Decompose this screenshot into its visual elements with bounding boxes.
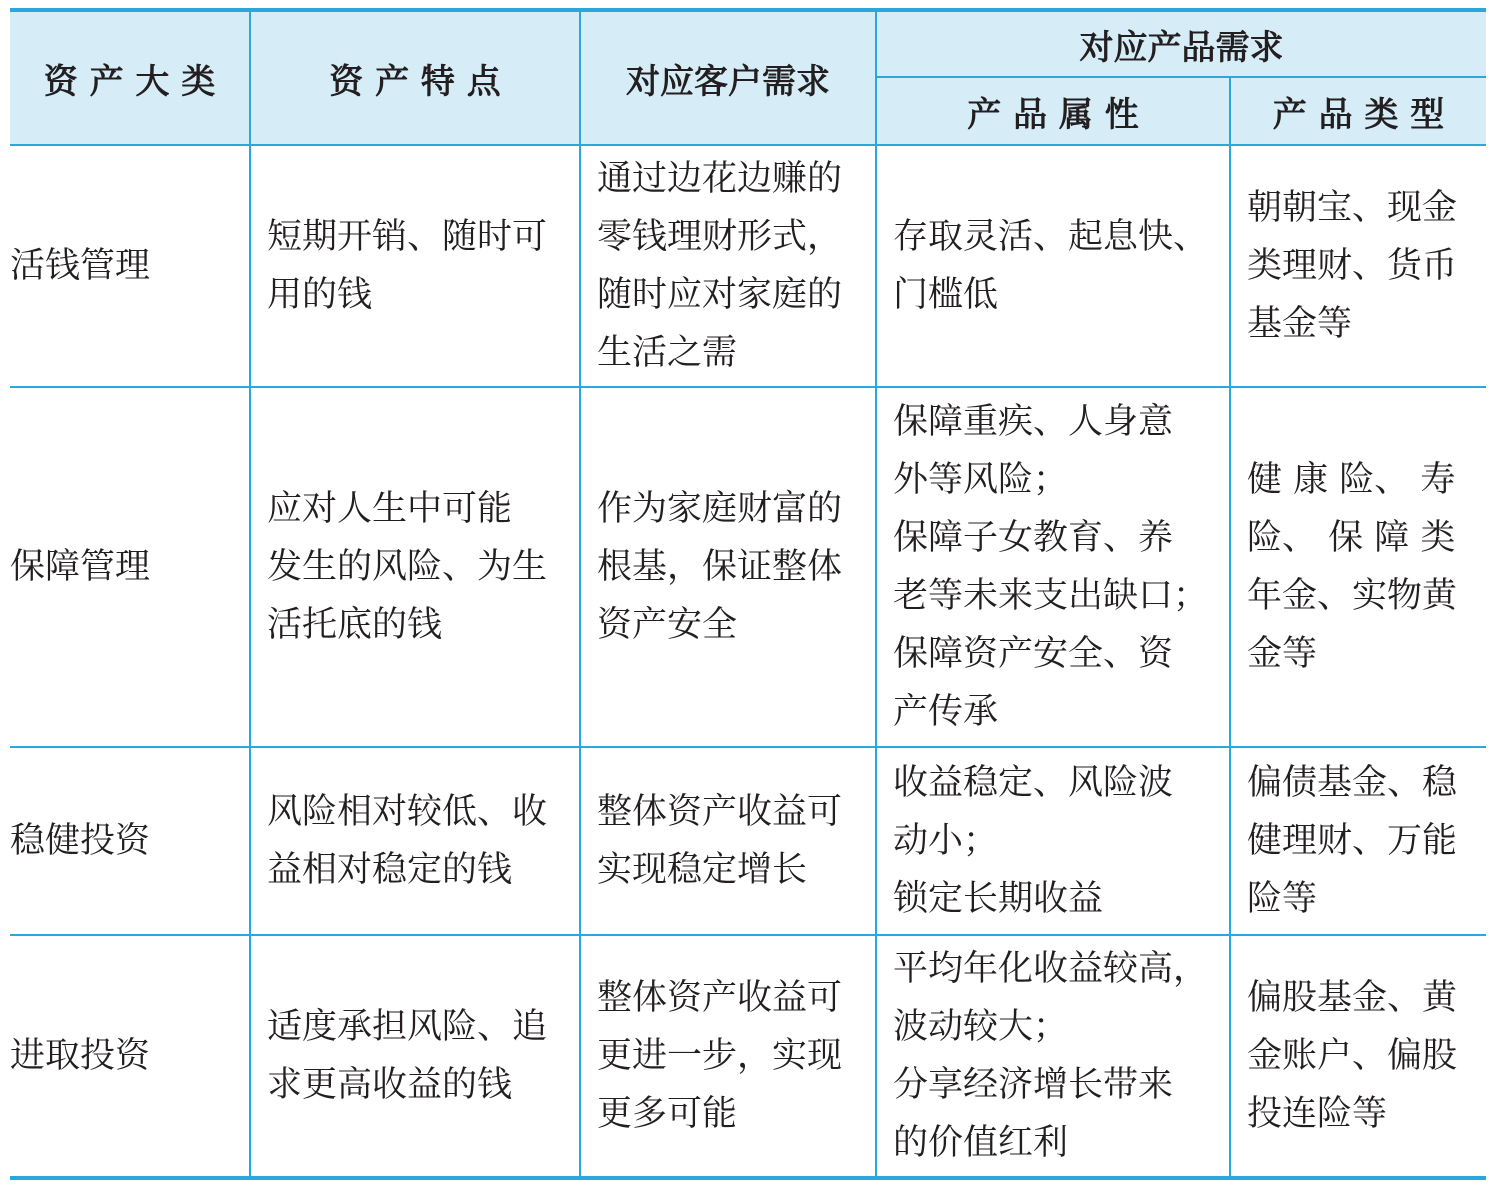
cell-line: 用的钱 (267, 275, 373, 315)
header-category: 资 产 大 类 (10, 10, 250, 145)
cell-line: 外等风险； (893, 460, 1069, 500)
cell-line: 通过边花边赚的 (597, 159, 843, 199)
header-customer-needs: 对应客户需求 (580, 10, 876, 145)
cell-line: 波动较大； (893, 1007, 1069, 1047)
cell-features (250, 387, 580, 747)
cell-line: 投连险等 (1247, 1094, 1388, 1134)
header-product-attributes: 产 品 属 性 (876, 77, 1230, 145)
cell-line: 作为家庭财富的 (597, 489, 843, 529)
table-row (10, 935, 1486, 1178)
cell-line: 整体资产收益可 (597, 978, 843, 1018)
cell-types (1230, 935, 1486, 1178)
cell-line: 老等未来支出缺口； (893, 576, 1209, 616)
cell-line: 保障重疾、人身意 (893, 402, 1174, 442)
cell-line: 偏债基金、稳 (1247, 763, 1458, 803)
cell-category: 进取投资 (10, 935, 250, 1178)
cell-line: 生活之需 (597, 333, 738, 373)
cell-line: 类理财、货币 (1247, 246, 1458, 286)
cell-line: 锁定长期收益 (893, 879, 1104, 919)
cell-line: 产传承 (893, 692, 999, 732)
cell-needs (580, 747, 876, 935)
cell-needs (580, 935, 876, 1178)
cell-category: 活钱管理 (10, 145, 250, 387)
cell-line: 的价值红利 (893, 1123, 1069, 1163)
asset-allocation-table (10, 8, 1486, 1180)
asset-allocation-table-container (10, 8, 1486, 1180)
cell-line: 平均年化收益较高， (893, 949, 1209, 989)
cell-line: 保障资产安全、资 (893, 634, 1174, 674)
cell-line: 求更高收益的钱 (267, 1065, 513, 1105)
cell-line: 发生的风险、为生 (267, 547, 548, 587)
cell-line: 年金、实物黄 (1247, 576, 1458, 616)
cell-line: 风险相对较低、收 (267, 792, 548, 832)
cell-needs (580, 387, 876, 747)
table-header (10, 10, 1486, 145)
cell-line: 朝朝宝、现金 (1247, 188, 1458, 228)
cell-line: 更多可能 (597, 1094, 738, 1134)
cell-line: 根基，保证整体 (597, 547, 843, 587)
cell-line: 门槛低 (893, 275, 999, 315)
cell-line: 分享经济增长带来 (893, 1065, 1174, 1105)
cell-attributes (876, 935, 1230, 1178)
cell-category: 保障管理 (10, 387, 250, 747)
cell-attributes (876, 145, 1230, 387)
cell-line: 应对人生中可能 (267, 489, 513, 529)
cell-line: 收益稳定、风险波 (893, 763, 1174, 803)
cell-line: 保障子女教育、养 (893, 518, 1174, 558)
header-product-types: 产 品 类 型 (1230, 77, 1486, 145)
table-row (10, 387, 1486, 747)
cell-line: 偏股基金、黄 (1247, 978, 1458, 1018)
cell-line: 金等 (1247, 634, 1318, 674)
cell-line: 动小； (893, 821, 999, 861)
header-product-needs: 对应产品需求 (876, 10, 1486, 77)
cell-line: 零钱理财形式， (597, 217, 843, 257)
cell-category: 稳健投资 (10, 747, 250, 935)
cell-types (1230, 145, 1486, 387)
cell-line: 适度承担风险、追 (267, 1007, 548, 1047)
cell-needs (580, 145, 876, 387)
cell-attributes (876, 747, 1230, 935)
cell-line: 实现稳定增长 (597, 850, 808, 890)
cell-line: 金账户、偏股 (1247, 1036, 1458, 1076)
cell-line: 险等 (1247, 879, 1318, 919)
table-row (10, 747, 1486, 935)
cell-features (250, 145, 580, 387)
table-body (10, 145, 1486, 1178)
cell-line: 短期开销、随时可 (267, 217, 548, 257)
cell-line: 存取灵活、起息快、 (893, 217, 1209, 257)
cell-features (250, 935, 580, 1178)
table-row (10, 145, 1486, 387)
cell-features (250, 747, 580, 935)
cell-line: 健理财、万能 (1247, 821, 1458, 861)
cell-line: 整体资产收益可 (597, 792, 843, 832)
cell-line: 更进一步，实现 (597, 1036, 843, 1076)
cell-types (1230, 747, 1486, 935)
cell-line: 随时应对家庭的 (597, 275, 843, 315)
header-features: 资 产 特 点 (250, 10, 580, 145)
cell-line: 健 康 险、 寿 (1247, 460, 1456, 500)
cell-line: 活托底的钱 (267, 605, 443, 645)
cell-line: 险、 保 障 类 (1247, 518, 1456, 558)
cell-types (1230, 387, 1486, 747)
cell-line: 益相对稳定的钱 (267, 850, 513, 890)
cell-line: 资产安全 (597, 605, 738, 645)
cell-line: 基金等 (1247, 304, 1353, 344)
cell-attributes (876, 387, 1230, 747)
